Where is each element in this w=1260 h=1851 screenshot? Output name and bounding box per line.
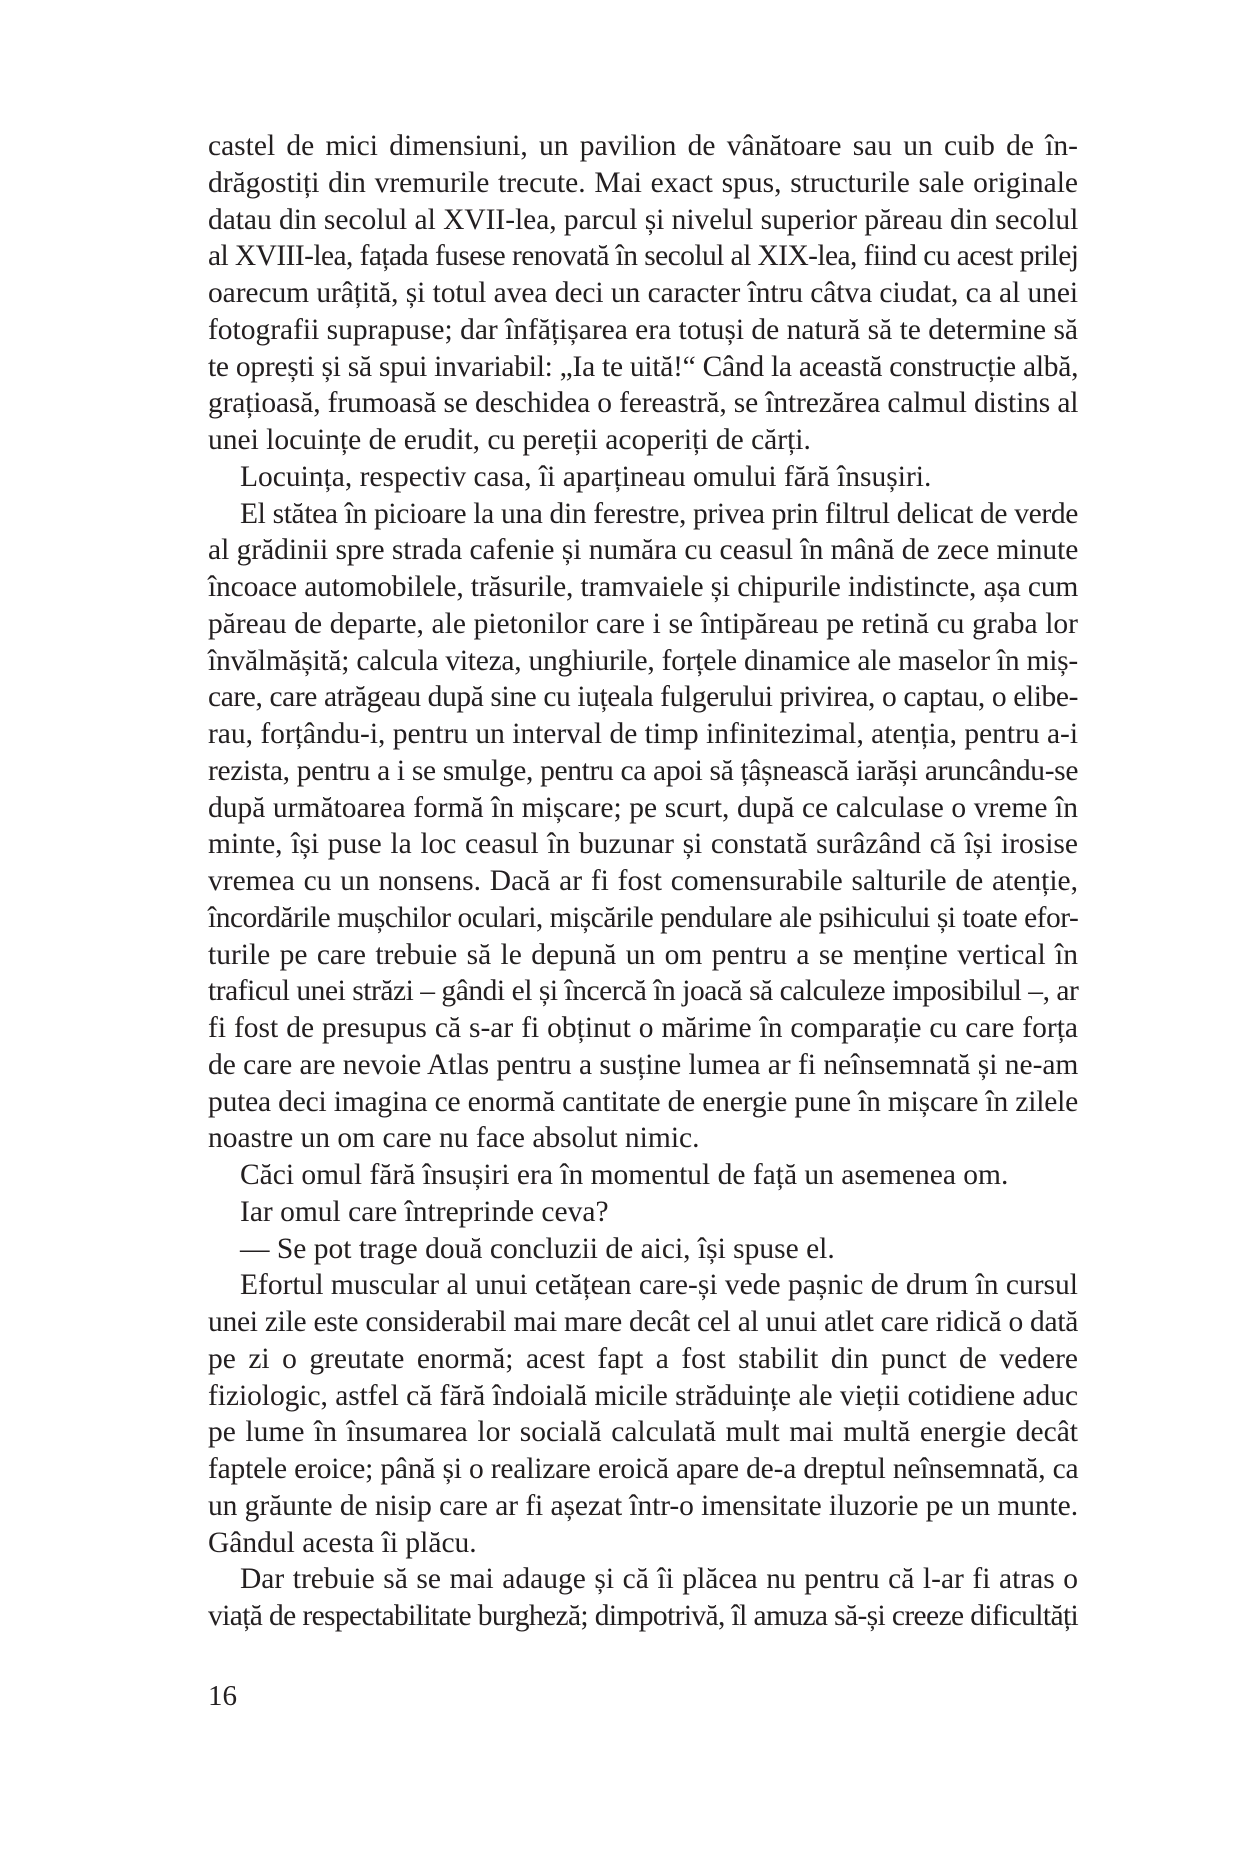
- text-line: care, care atrăgeau după sine cu iuțeala fulgerului privirea, o captau, o elibe-: [208, 681, 1078, 714]
- text-line: Iar omul care întreprinde ceva?: [240, 1195, 609, 1228]
- text-line: de care are nevoie Atlas pentru a susține lumea ar fi neînsemnată și ne-am: [208, 1048, 1079, 1081]
- text-line: turile pe care trebuie să le depună un om pentru a se menține vertical în: [208, 938, 1078, 971]
- text-line: vremea cu un nonsens. Dacă ar fi fost comensurabile salturile de atenție,: [208, 865, 1078, 897]
- text-line: Căci omul fără însușiri era în momentul de față un asemenea om.: [240, 1159, 1009, 1191]
- text-line: fotografii suprapuse; dar înfățișarea era totuși de natură să te determine să: [208, 313, 1078, 346]
- page-number: 16: [208, 1680, 237, 1712]
- text-line: Efortul muscular al unui cetățean care-și vede pașnic de drum în cursul: [240, 1269, 1078, 1302]
- text-line: faptele eroice; până și o realizare eroică apare de-a dreptul neînsemnată, ca: [208, 1453, 1079, 1485]
- text-line: datau din secolul al XVII-lea, parcul și nivelul superior păreau din secolul: [208, 203, 1079, 236]
- body-text: [208, 128, 1078, 1635]
- text-line: după următoarea formă în mișcare; pe scurt, după ce calculase o vreme în: [208, 791, 1078, 824]
- text-line: te oprești și să spui invariabil: „Ia te uită!“ Când la această construcție albă,: [208, 350, 1079, 383]
- text-line: rau, forțându-i, pentru un interval de timp infinitezimal, atenția, pentru a-i: [208, 718, 1078, 750]
- text-line: putea deci imagina ce enormă cantitate de energie pune în mișcare în zilele: [208, 1085, 1079, 1118]
- text-line: Gândul acesta îi plăcu.: [208, 1526, 477, 1559]
- text-line: noastre un om care nu face absolut nimic.: [208, 1122, 700, 1155]
- text-line: grațioasă, frumoasă se deschidea o fereastră, se întrezărea calmul distins al: [208, 387, 1079, 420]
- text-line: învălmășită; calcula viteza, unghiurile, forțele dinamice ale maselor în miș-: [208, 644, 1078, 677]
- text-line: unei locuințe de erudit, cu pereții acoperiți de cărți.: [208, 424, 811, 456]
- text-line: încordările mușchilor oculari, mișcările pendulare ale psihicului și toate efor-: [208, 901, 1079, 934]
- text-line: pe lume în însumarea lor socială calculată mult mai multă energie decât: [208, 1416, 1078, 1449]
- text-line: Dar trebuie să se mai adauge și că îi plăcea nu pentru că l-ar fi atras o: [240, 1563, 1078, 1596]
- text-line: fiziologic, astfel că fără îndoială micile străduințe ale vieții cotidiene aduc: [208, 1379, 1078, 1412]
- text-line: încoace automobilele, trăsurile, tramvaiele și chipurile indistincte, așa cum: [208, 571, 1079, 603]
- text-line: rezista, pentru a i se smulge, pentru ca apoi să țâșnească iarăși aruncându-se: [208, 754, 1079, 787]
- text-line: oarecum urâțită, și totul avea deci un caracter întru câtva ciudat, ca al unei: [208, 277, 1078, 309]
- text-line: pe zi o greutate enormă; acest fapt a fost stabilit din punct de vedere: [208, 1342, 1078, 1375]
- text-line: un grăunte de nisip care ar fi așezat într-o imensitate iluzorie pe un munte.: [208, 1489, 1078, 1522]
- text-line: al grădinii spre strada cafenie și număra cu ceasul în mână de zece minute: [208, 534, 1079, 567]
- text-line: unei zile este considerabil mai mare decât cel al unui atlet care ridică o dată: [208, 1306, 1079, 1338]
- text-line: El stătea în picioare la una din ferestre, privea prin filtrul delicat de verde: [240, 497, 1078, 530]
- text-line: al XVIII-lea, fațada fusese renovată în secolul al XIX-lea, fiind cu acest prilej: [208, 240, 1079, 273]
- text-line: viață de respectabilitate burgheză; dimpotrivă, îl amuza să-și creeze dificultăți: [208, 1600, 1079, 1632]
- text-line: fi fost de presupus că s-ar fi obținut o mărime în comparație cu care forța: [208, 1012, 1078, 1044]
- text-line: minte, își puse la loc ceasul în buzunar și constată surâzând că își irosise: [208, 828, 1078, 861]
- text-line: — Se pot trage două concluzii de aici, își spuse el.: [240, 1232, 835, 1265]
- text-line: păreau de departe, ale pietonilor care i se întipăreau pe retină cu graba lor: [208, 607, 1078, 640]
- text-line: Locuința, respectiv casa, îi aparțineau omului fără însușiri.: [240, 460, 932, 493]
- text-line: castel de mici dimensiuni, un pavilion de vânătoare sau un cuib de în-: [208, 130, 1078, 162]
- text-line: traficul unei străzi – gândi el și încercă în joacă să calculeze imposibilul –, ar: [208, 975, 1079, 1008]
- text-line: drăgostiți din vremurile trecute. Mai exact spus, structurile sale originale: [208, 166, 1078, 199]
